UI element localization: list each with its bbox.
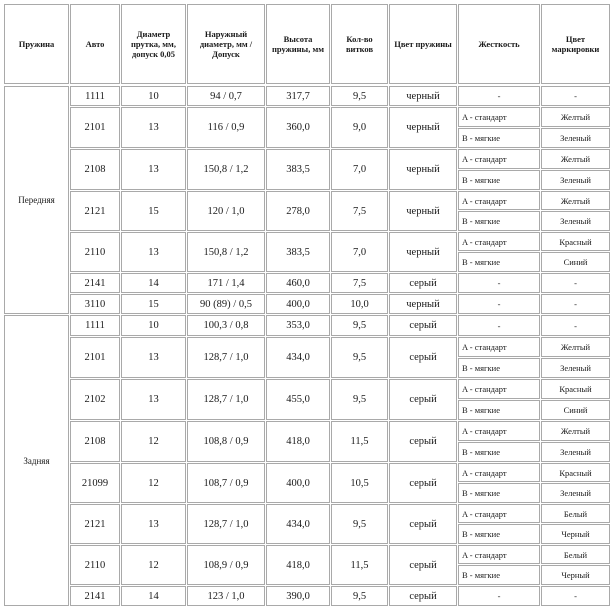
- row-turns-cell: 11,5: [331, 421, 388, 462]
- row-color-cell: серый: [389, 421, 457, 462]
- row-car-cell: 21099: [70, 463, 120, 503]
- stiffness-b-cell: B - мягкие: [458, 252, 540, 272]
- stiffness-b-cell: B - мягкие: [458, 442, 540, 462]
- marking-b-cell: Зеленый: [541, 128, 610, 148]
- row-color-cell: черный: [389, 107, 457, 148]
- row-turns-cell: 10,0: [331, 294, 388, 314]
- row-turns-cell: 7,5: [331, 191, 388, 231]
- marking-b-cell: Зеленый: [541, 170, 610, 190]
- header-outer-diameter: Наружный диаметр, мм / Допуск: [187, 4, 265, 84]
- marking-cell: -: [541, 86, 610, 106]
- row-rod-cell: 14: [121, 273, 186, 293]
- stiffness-a-cell: A - стандарт: [458, 191, 540, 210]
- row-rod-cell: 12: [121, 463, 186, 503]
- row-car-cell: 2141: [70, 586, 120, 606]
- row-outer-cell: 116 / 0,9: [187, 107, 265, 148]
- stiffness-cell: -: [458, 273, 540, 293]
- row-color-cell: серый: [389, 337, 457, 378]
- marking-b-cell: Черный: [541, 524, 610, 544]
- marking-b-cell: Синий: [541, 252, 610, 272]
- stiffness-cell: -: [458, 294, 540, 314]
- group-rear: Задняя: [4, 315, 69, 606]
- row-rod-cell: 12: [121, 545, 186, 585]
- row-outer-cell: 150,8 / 1,2: [187, 232, 265, 272]
- stiffness-a-cell: A - стандарт: [458, 421, 540, 441]
- row-rod-cell: 12: [121, 421, 186, 462]
- row-turns-cell: 9,5: [331, 586, 388, 606]
- header-spring-color: Цвет пружины: [389, 4, 457, 84]
- stiffness-b-cell: B - мягкие: [458, 170, 540, 190]
- row-car-cell: 2108: [70, 149, 120, 190]
- row-rod-cell: 15: [121, 294, 186, 314]
- row-outer-cell: 128,7 / 1,0: [187, 337, 265, 378]
- marking-a-cell: Белый: [541, 504, 610, 523]
- row-color-cell: серый: [389, 463, 457, 503]
- stiffness-a-cell: A - стандарт: [458, 504, 540, 523]
- row-color-cell: черный: [389, 232, 457, 272]
- row-rod-cell: 13: [121, 107, 186, 148]
- row-height-cell: 400,0: [266, 294, 330, 314]
- row-color-cell: серый: [389, 545, 457, 585]
- marking-b-cell: Черный: [541, 565, 610, 585]
- stiffness-cell: -: [458, 86, 540, 106]
- stiffness-b-cell: B - мягкие: [458, 211, 540, 231]
- row-car-cell: 1111: [70, 86, 120, 106]
- row-color-cell: серый: [389, 379, 457, 420]
- stiffness-cell: -: [458, 315, 540, 336]
- stiffness-b-cell: B - мягкие: [458, 400, 540, 420]
- row-outer-cell: 108,8 / 0,9: [187, 421, 265, 462]
- row-height-cell: 455,0: [266, 379, 330, 420]
- row-rod-cell: 13: [121, 337, 186, 378]
- row-turns-cell: 9,5: [331, 379, 388, 420]
- row-color-cell: черный: [389, 294, 457, 314]
- row-turns-cell: 7,0: [331, 149, 388, 190]
- row-rod-cell: 13: [121, 232, 186, 272]
- row-car-cell: 2110: [70, 232, 120, 272]
- stiffness-a-cell: A - стандарт: [458, 379, 540, 399]
- row-color-cell: черный: [389, 191, 457, 231]
- stiffness-b-cell: B - мягкие: [458, 358, 540, 378]
- marking-b-cell: Зеленый: [541, 442, 610, 462]
- stiffness-cell: -: [458, 586, 540, 606]
- row-car-cell: 2101: [70, 107, 120, 148]
- row-rod-cell: 13: [121, 504, 186, 544]
- stiffness-b-cell: B - мягкие: [458, 524, 540, 544]
- row-car-cell: 2101: [70, 337, 120, 378]
- marking-cell: -: [541, 273, 610, 293]
- row-outer-cell: 108,7 / 0,9: [187, 463, 265, 503]
- marking-b-cell: Зеленый: [541, 483, 610, 503]
- row-rod-cell: 10: [121, 315, 186, 336]
- marking-a-cell: Красный: [541, 463, 610, 482]
- row-height-cell: 418,0: [266, 545, 330, 585]
- marking-a-cell: Желтый: [541, 191, 610, 210]
- stiffness-a-cell: A - стандарт: [458, 463, 540, 482]
- row-turns-cell: 9,5: [331, 337, 388, 378]
- row-turns-cell: 7,0: [331, 232, 388, 272]
- row-outer-cell: 128,7 / 1,0: [187, 379, 265, 420]
- stiffness-a-cell: A - стандарт: [458, 107, 540, 127]
- row-height-cell: 390,0: [266, 586, 330, 606]
- row-color-cell: черный: [389, 86, 457, 106]
- row-car-cell: 2121: [70, 191, 120, 231]
- stiffness-b-cell: B - мягкие: [458, 483, 540, 503]
- stiffness-a-cell: A - стандарт: [458, 149, 540, 169]
- stiffness-a-cell: A - стандарт: [458, 337, 540, 357]
- marking-a-cell: Желтый: [541, 337, 610, 357]
- row-height-cell: 317,7: [266, 86, 330, 106]
- row-turns-cell: 9,5: [331, 315, 388, 336]
- row-car-cell: 2110: [70, 545, 120, 585]
- marking-a-cell: Желтый: [541, 149, 610, 169]
- row-outer-cell: 150,8 / 1,2: [187, 149, 265, 190]
- row-height-cell: 400,0: [266, 463, 330, 503]
- row-turns-cell: 11,5: [331, 545, 388, 585]
- row-height-cell: 278,0: [266, 191, 330, 231]
- row-color-cell: серый: [389, 586, 457, 606]
- row-height-cell: 418,0: [266, 421, 330, 462]
- header-rod-diameter: Диаметр прутка, мм, допуск 0,05: [121, 4, 186, 84]
- row-outer-cell: 90 (89) / 0,5: [187, 294, 265, 314]
- row-car-cell: 2141: [70, 273, 120, 293]
- row-turns-cell: 9,0: [331, 107, 388, 148]
- stiffness-a-cell: A - стандарт: [458, 545, 540, 564]
- marking-b-cell: Синий: [541, 400, 610, 420]
- row-outer-cell: 94 / 0,7: [187, 86, 265, 106]
- row-height-cell: 383,5: [266, 232, 330, 272]
- row-outer-cell: 100,3 / 0,8: [187, 315, 265, 336]
- row-car-cell: 2102: [70, 379, 120, 420]
- header-height: Высота пружины, мм: [266, 4, 330, 84]
- row-color-cell: серый: [389, 315, 457, 336]
- marking-a-cell: Красный: [541, 232, 610, 251]
- row-color-cell: серый: [389, 273, 457, 293]
- row-height-cell: 434,0: [266, 504, 330, 544]
- row-height-cell: 434,0: [266, 337, 330, 378]
- row-rod-cell: 14: [121, 586, 186, 606]
- row-outer-cell: 128,7 / 1,0: [187, 504, 265, 544]
- row-outer-cell: 123 / 1,0: [187, 586, 265, 606]
- row-height-cell: 360,0: [266, 107, 330, 148]
- row-turns-cell: 9,5: [331, 504, 388, 544]
- row-outer-cell: 171 / 1,4: [187, 273, 265, 293]
- row-rod-cell: 13: [121, 379, 186, 420]
- row-outer-cell: 108,9 / 0,9: [187, 545, 265, 585]
- row-outer-cell: 120 / 1,0: [187, 191, 265, 231]
- row-height-cell: 383,5: [266, 149, 330, 190]
- row-car-cell: 2121: [70, 504, 120, 544]
- row-height-cell: 460,0: [266, 273, 330, 293]
- marking-cell: -: [541, 586, 610, 606]
- row-car-cell: 1111: [70, 315, 120, 336]
- stiffness-a-cell: A - стандарт: [458, 232, 540, 251]
- row-car-cell: 2108: [70, 421, 120, 462]
- marking-cell: -: [541, 294, 610, 314]
- row-turns-cell: 9,5: [331, 86, 388, 106]
- row-height-cell: 353,0: [266, 315, 330, 336]
- group-front: Передняя: [4, 86, 69, 314]
- header-spring: Пружина: [4, 4, 69, 84]
- header-marking-color: Цвет маркировки: [541, 4, 610, 84]
- header-turns: Кол-во витков: [331, 4, 388, 84]
- row-turns-cell: 10,5: [331, 463, 388, 503]
- marking-a-cell: Белый: [541, 545, 610, 564]
- marking-a-cell: Желтый: [541, 421, 610, 441]
- marking-cell: -: [541, 315, 610, 336]
- row-rod-cell: 15: [121, 191, 186, 231]
- row-rod-cell: 10: [121, 86, 186, 106]
- header-car: Авто: [70, 4, 120, 84]
- marking-b-cell: Зеленый: [541, 211, 610, 231]
- marking-a-cell: Желтый: [541, 107, 610, 127]
- row-turns-cell: 7,5: [331, 273, 388, 293]
- stiffness-b-cell: B - мягкие: [458, 128, 540, 148]
- row-rod-cell: 13: [121, 149, 186, 190]
- marking-a-cell: Красный: [541, 379, 610, 399]
- row-car-cell: 3110: [70, 294, 120, 314]
- row-color-cell: серый: [389, 504, 457, 544]
- stiffness-b-cell: B - мягкие: [458, 565, 540, 585]
- marking-b-cell: Зеленый: [541, 358, 610, 378]
- header-stiffness: Жесткость: [458, 4, 540, 84]
- row-color-cell: черный: [389, 149, 457, 190]
